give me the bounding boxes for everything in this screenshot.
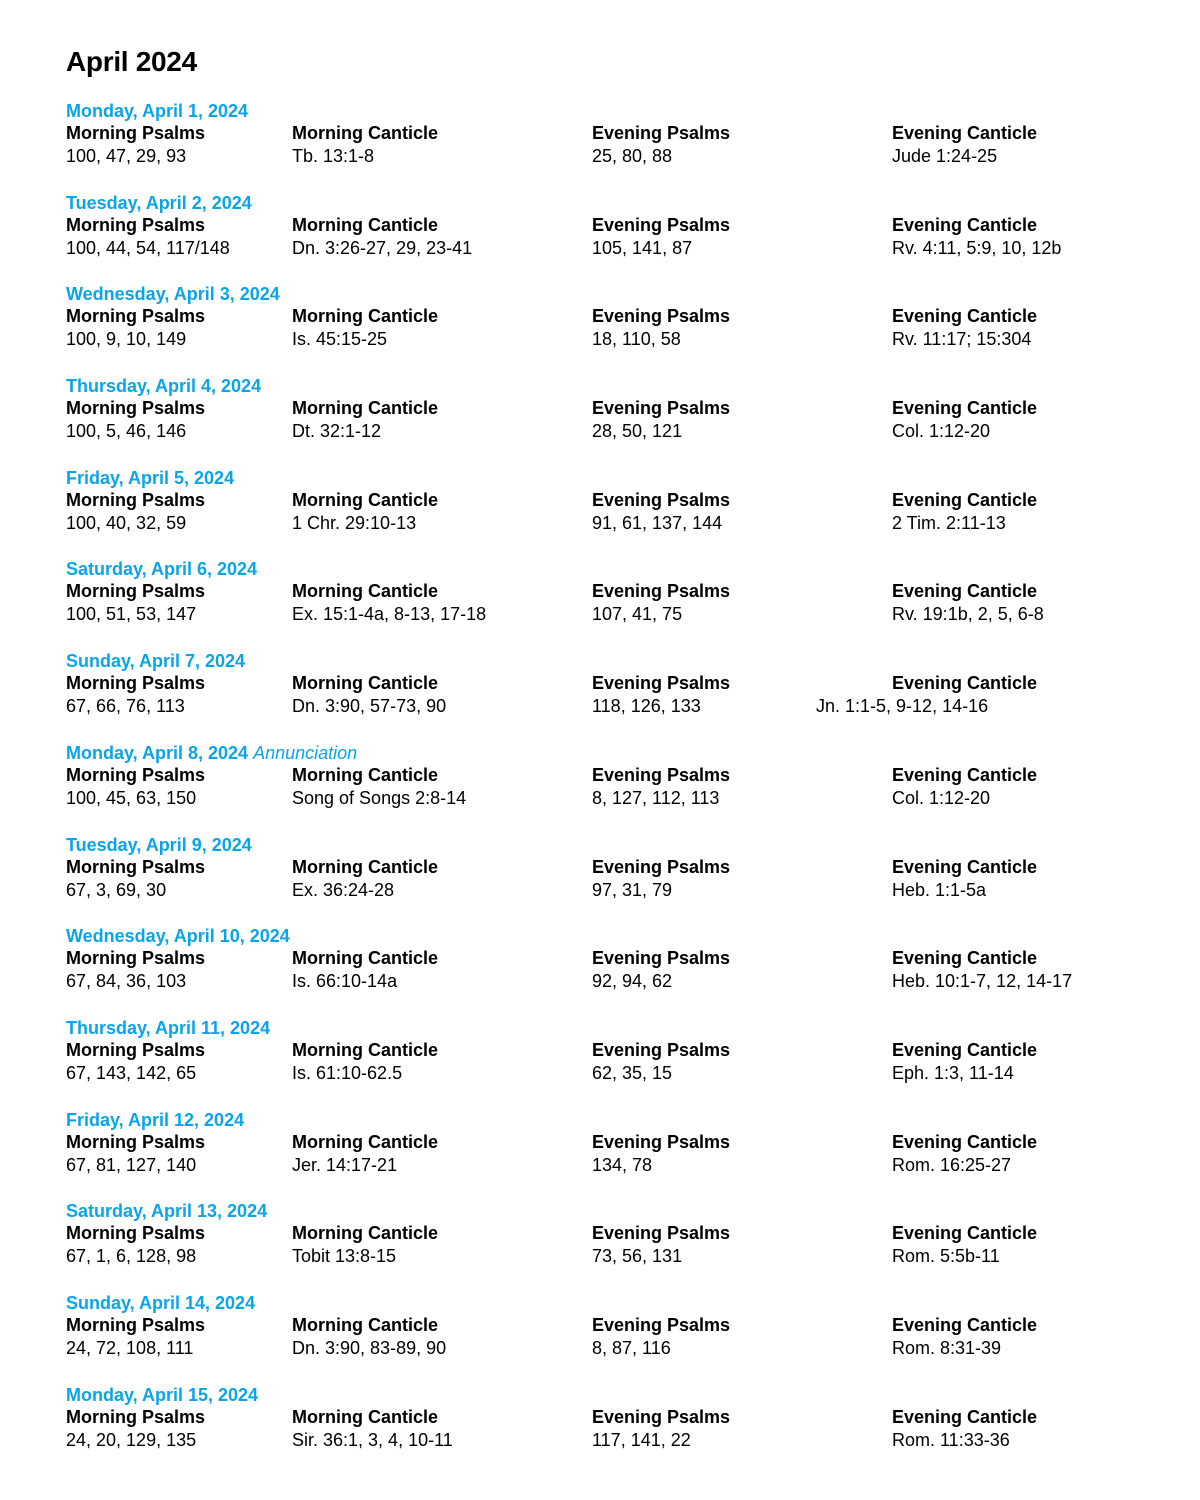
day-date: Saturday, April 13, 2024 (66, 1201, 268, 1222)
evening-psalms-value: 97, 31, 79 (592, 879, 673, 900)
morning-psalms-label: Morning Psalms (66, 1039, 206, 1060)
morning-psalms-value: 100, 47, 29, 93 (66, 146, 187, 166)
morning-psalms-column (66, 305, 205, 351)
morning-psalms-value: 100, 40, 32, 59 (66, 512, 187, 533)
morning-canticle-value: Dt. 32:1-12 (292, 421, 382, 442)
morning-canticle-label: Morning Canticle (292, 489, 439, 510)
morning-canticle-column (292, 1406, 453, 1452)
evening-canticle-column (892, 764, 1037, 810)
morning-psalms-label: Morning Psalms (66, 1406, 206, 1427)
morning-canticle-label: Morning Canticle (292, 673, 439, 694)
evening-psalms-column (592, 214, 730, 260)
morning-canticle-column (292, 489, 438, 535)
morning-psalms-column (66, 580, 205, 626)
morning-canticle-label: Morning Canticle (292, 948, 439, 969)
morning-psalms-value: 100, 44, 54, 117/148 (66, 237, 230, 258)
day-entry (66, 1017, 1176, 1109)
morning-canticle-label: Morning Canticle (292, 581, 439, 602)
morning-canticle-value: 1 Chr. 29:10-13 (292, 512, 417, 533)
evening-canticle-label: Evening Canticle (892, 581, 1038, 602)
day-header (66, 925, 1176, 947)
morning-canticle-value: Ex. 36:24-28 (292, 879, 395, 900)
day-date: Monday, April 15, 2024 (66, 1384, 259, 1405)
day-entry (66, 1384, 1176, 1476)
evening-psalms-label: Evening Psalms (592, 673, 731, 694)
evening-canticle-value: Rom. 5:5b-11 (892, 1246, 1000, 1267)
evening-psalms-value: 91, 61, 137, 144 (592, 512, 723, 533)
morning-canticle-column (292, 1222, 438, 1268)
morning-psalms-column (66, 489, 205, 535)
day-entry (66, 925, 1176, 1017)
morning-psalms-value: 67, 143, 142, 65 (66, 1062, 197, 1083)
evening-psalms-column (592, 764, 730, 810)
morning-psalms-label: Morning Psalms (66, 581, 206, 602)
evening-psalms-label: Evening Psalms (592, 1314, 731, 1335)
evening-canticle-label: Evening Canticle (892, 1131, 1038, 1152)
morning-canticle-label: Morning Canticle (292, 856, 439, 877)
morning-psalms-value: 67, 84, 36, 103 (66, 971, 187, 992)
evening-psalms-column (592, 122, 730, 168)
evening-canticle-label: Evening Canticle (892, 398, 1038, 419)
evening-canticle-label: Evening Canticle (892, 123, 1038, 143)
evening-canticle-value: Col. 1:12-20 (892, 421, 991, 442)
morning-psalms-column (66, 214, 230, 260)
evening-canticle-column (892, 947, 1072, 993)
evening-canticle-value: Heb. 1:1-5a (892, 879, 987, 900)
evening-psalms-label: Evening Psalms (592, 1131, 731, 1152)
morning-canticle-value: Dn. 3:90, 57-73, 90 (292, 696, 447, 717)
morning-psalms-label: Morning Psalms (66, 1314, 206, 1335)
evening-psalms-label: Evening Psalms (592, 948, 731, 969)
morning-canticle-column (292, 580, 486, 626)
day-header (66, 558, 1176, 580)
evening-psalms-label: Evening Psalms (592, 489, 731, 510)
evening-canticle-column (892, 580, 1044, 626)
morning-canticle-column (292, 122, 438, 168)
evening-psalms-column (592, 947, 730, 993)
morning-canticle-column (292, 764, 466, 810)
evening-psalms-column (592, 580, 730, 626)
evening-psalms-value: 92, 94, 62 (592, 971, 673, 992)
day-header (66, 1200, 1176, 1222)
day-header (66, 100, 1176, 122)
morning-psalms-label: Morning Psalms (66, 1131, 206, 1152)
evening-canticle-label: Evening Canticle (892, 1314, 1038, 1335)
day-date: Monday, April 8, 2024 (66, 742, 249, 763)
evening-psalms-value: 73, 56, 131 (592, 1246, 683, 1267)
day-header (66, 1292, 1176, 1314)
evening-canticle-label: Evening Canticle (892, 948, 1038, 969)
day-date: Sunday, April 7, 2024 (66, 651, 246, 672)
evening-canticle-value: Eph. 1:3, 11-14 (892, 1062, 1014, 1083)
evening-psalms-column (592, 489, 730, 535)
morning-canticle-column (292, 1131, 438, 1177)
morning-canticle-label: Morning Canticle (292, 1131, 439, 1152)
evening-canticle-value: Jude 1:24-25 (892, 146, 998, 166)
evening-psalms-value: 25, 80, 88 (592, 146, 673, 166)
evening-canticle-label: Evening Canticle (892, 306, 1038, 327)
morning-canticle-value: Song of Songs 2:8-14 (292, 787, 467, 808)
evening-canticle-column (892, 856, 1037, 902)
day-header (66, 1017, 1176, 1039)
evening-canticle-value: Rv. 19:1b, 2, 5, 6-8 (892, 604, 1044, 625)
morning-canticle-label: Morning Canticle (292, 1314, 439, 1335)
day-date: Wednesday, April 3, 2024 (66, 284, 280, 305)
morning-psalms-value: 100, 45, 63, 150 (66, 787, 197, 808)
day-entry (66, 467, 1176, 559)
day-entry (66, 742, 1176, 834)
evening-psalms-column (592, 1406, 730, 1452)
evening-psalms-label: Evening Psalms (592, 123, 731, 143)
day-date: Saturday, April 6, 2024 (66, 559, 258, 580)
day-entry (66, 100, 1176, 192)
evening-canticle-column (816, 672, 1038, 718)
morning-psalms-label: Morning Psalms (66, 123, 206, 143)
evening-canticle-value: Rv. 11:17; 15:304 (892, 329, 1032, 350)
day-date: Sunday, April 14, 2024 (66, 1292, 256, 1313)
day-note: Annunciation (253, 742, 358, 763)
morning-psalms-column (66, 1314, 205, 1360)
day-entry (66, 375, 1176, 467)
day-date: Thursday, April 11, 2024 (66, 1017, 271, 1038)
evening-psalms-value: 105, 141, 87 (592, 237, 693, 258)
evening-psalms-column (592, 397, 730, 443)
evening-psalms-label: Evening Psalms (592, 1223, 731, 1244)
evening-canticle-label: Evening Canticle (892, 1039, 1038, 1060)
evening-canticle-value: Rv. 4:11, 5:9, 10, 12b (892, 237, 1062, 258)
morning-canticle-value: Tobit 13:8-15 (292, 1246, 397, 1267)
morning-psalms-column (66, 397, 205, 443)
day-header (66, 283, 1176, 305)
evening-canticle-value: Col. 1:12-20 (892, 787, 991, 808)
day-date: Monday, April 1, 2024 (66, 101, 249, 121)
day-header (66, 1109, 1176, 1131)
morning-canticle-value: Sir. 36:1, 3, 4, 10-11 (292, 1429, 453, 1450)
morning-psalms-label: Morning Psalms (66, 764, 206, 785)
morning-canticle-column (292, 947, 438, 993)
day-header (66, 742, 1176, 764)
evening-psalms-label: Evening Psalms (592, 581, 731, 602)
evening-psalms-value: 107, 41, 75 (592, 604, 683, 625)
day-entry (66, 1109, 1176, 1201)
evening-canticle-label: Evening Canticle (892, 1223, 1038, 1244)
morning-psalms-column (66, 1131, 205, 1177)
evening-psalms-value: 134, 78 (592, 1154, 653, 1175)
morning-canticle-label: Morning Canticle (292, 214, 439, 235)
morning-canticle-value: Tb. 13:1-8 (292, 146, 375, 166)
morning-canticle-value: Is. 66:10-14a (292, 971, 398, 992)
morning-psalms-value: 67, 3, 69, 30 (66, 879, 167, 900)
morning-psalms-label: Morning Psalms (66, 489, 206, 510)
morning-canticle-label: Morning Canticle (292, 1406, 439, 1427)
day-header (66, 1384, 1176, 1406)
morning-psalms-value: 100, 51, 53, 147 (66, 604, 197, 625)
day-list (66, 100, 1176, 1475)
evening-canticle-label: Evening Canticle (892, 214, 1038, 235)
day-date: Friday, April 12, 2024 (66, 1109, 245, 1130)
day-entry (66, 1200, 1176, 1292)
evening-psalms-value: 28, 50, 121 (592, 421, 683, 442)
day-header (66, 192, 1176, 214)
morning-canticle-label: Morning Canticle (292, 123, 439, 143)
morning-psalms-label: Morning Psalms (66, 673, 206, 694)
morning-canticle-label: Morning Canticle (292, 764, 439, 785)
evening-psalms-label: Evening Psalms (592, 1039, 731, 1060)
morning-canticle-column (292, 397, 438, 443)
morning-canticle-value: Ex. 15:1-4a, 8-13, 17-18 (292, 604, 487, 625)
morning-psalms-label: Morning Psalms (66, 1223, 206, 1244)
morning-psalms-value: 67, 1, 6, 128, 98 (66, 1246, 197, 1267)
evening-psalms-label: Evening Psalms (592, 1406, 731, 1427)
evening-canticle-column (892, 122, 1037, 168)
day-date: Friday, April 5, 2024 (66, 467, 235, 488)
morning-psalms-value: 67, 81, 127, 140 (66, 1154, 197, 1175)
evening-psalms-value: 118, 126, 133 (592, 696, 701, 717)
day-date: Thursday, April 4, 2024 (66, 376, 262, 397)
day-entry (66, 1292, 1176, 1384)
morning-psalms-label: Morning Psalms (66, 948, 206, 969)
evening-psalms-column (592, 305, 730, 351)
evening-psalms-label: Evening Psalms (592, 764, 731, 785)
morning-canticle-value: Dn. 3:26-27, 29, 23-41 (292, 237, 473, 258)
evening-canticle-label: Evening Canticle (892, 764, 1038, 785)
evening-canticle-column (892, 1406, 1037, 1452)
morning-psalms-column (66, 672, 205, 718)
day-date: Tuesday, April 2, 2024 (66, 192, 252, 213)
evening-canticle-column (892, 1131, 1037, 1177)
evening-canticle-column (892, 489, 1037, 535)
evening-canticle-value: Jn. 1:1-5, 9-12, 14-16 (816, 696, 989, 717)
day-date: Wednesday, April 10, 2024 (66, 926, 290, 947)
day-entry (66, 283, 1176, 375)
morning-canticle-column (292, 214, 472, 260)
morning-psalms-column (66, 764, 205, 810)
day-entry (66, 650, 1176, 742)
evening-psalms-column (592, 672, 730, 718)
evening-canticle-value: Heb. 10:1-7, 12, 14-17 (892, 971, 1073, 992)
morning-canticle-column (292, 672, 446, 718)
evening-canticle-value: 2 Tim. 2:11-13 (892, 512, 1006, 533)
evening-psalms-column (592, 1131, 730, 1177)
day-date: Tuesday, April 9, 2024 (66, 834, 252, 855)
morning-canticle-label: Morning Canticle (292, 1039, 439, 1060)
evening-psalms-column (592, 1222, 730, 1268)
morning-psalms-column (66, 122, 205, 168)
evening-psalms-column (592, 1039, 730, 1085)
morning-canticle-value: Jer. 14:17-21 (292, 1154, 398, 1175)
morning-psalms-column (66, 947, 205, 993)
evening-psalms-value: 18, 110, 58 (592, 329, 681, 350)
evening-canticle-column (892, 305, 1037, 351)
evening-canticle-label: Evening Canticle (892, 489, 1038, 510)
morning-canticle-label: Morning Canticle (292, 398, 439, 419)
morning-canticle-label: Morning Canticle (292, 306, 439, 327)
morning-psalms-value: 67, 66, 76, 113 (66, 696, 185, 717)
evening-canticle-column (892, 1314, 1037, 1360)
day-entry (66, 192, 1176, 284)
evening-canticle-value: Rom. 8:31-39 (892, 1337, 1002, 1358)
evening-psalms-label: Evening Psalms (592, 856, 731, 877)
morning-psalms-label: Morning Psalms (66, 856, 206, 877)
evening-psalms-label: Evening Psalms (592, 214, 731, 235)
day-header (66, 375, 1176, 397)
morning-canticle-column (292, 1039, 438, 1085)
evening-canticle-label: Evening Canticle (892, 673, 1038, 694)
page-title: April 2024 (66, 46, 197, 77)
morning-canticle-value: Is. 45:15-25 (292, 329, 388, 350)
evening-canticle-column (892, 1039, 1037, 1085)
evening-psalms-label: Evening Psalms (592, 398, 731, 419)
evening-canticle-label: Evening Canticle (892, 1406, 1038, 1427)
morning-canticle-value: Dn. 3:90, 83-89, 90 (292, 1337, 447, 1358)
day-entry (66, 834, 1176, 926)
morning-canticle-label: Morning Canticle (292, 1223, 439, 1244)
morning-canticle-column (292, 1314, 446, 1360)
day-header (66, 834, 1176, 856)
evening-canticle-value: Rom. 11:33-36 (892, 1429, 1010, 1450)
day-entry (66, 558, 1176, 650)
morning-psalms-column (66, 1406, 205, 1452)
evening-canticle-column (892, 397, 1037, 443)
morning-psalms-label: Morning Psalms (66, 306, 206, 327)
evening-psalms-column (592, 856, 730, 902)
morning-canticle-column (292, 305, 438, 351)
evening-psalms-value: 62, 35, 15 (592, 1062, 673, 1083)
morning-psalms-value: 100, 9, 10, 149 (66, 329, 187, 350)
evening-canticle-label: Evening Canticle (892, 856, 1038, 877)
evening-canticle-column (892, 214, 1061, 260)
evening-psalms-label: Evening Psalms (592, 306, 731, 327)
evening-psalms-value: 117, 141, 22 (592, 1429, 691, 1450)
evening-psalms-column (592, 1314, 730, 1360)
evening-psalms-value: 8, 87, 116 (592, 1337, 671, 1358)
morning-psalms-column (66, 1039, 205, 1085)
morning-psalms-column (66, 856, 205, 902)
morning-psalms-column (66, 1222, 205, 1268)
morning-canticle-column (292, 856, 438, 902)
evening-canticle-value: Rom. 16:25-27 (892, 1154, 1012, 1175)
day-header (66, 467, 1176, 489)
morning-canticle-value: Is. 61:10-62.5 (292, 1062, 403, 1083)
morning-psalms-value: 24, 72, 108, 111 (66, 1337, 194, 1358)
evening-psalms-value: 8, 127, 112, 113 (592, 787, 720, 808)
morning-psalms-label: Morning Psalms (66, 214, 206, 235)
morning-psalms-value: 24, 20, 129, 135 (66, 1429, 197, 1450)
morning-psalms-value: 100, 5, 46, 146 (66, 421, 187, 442)
morning-psalms-label: Morning Psalms (66, 398, 206, 419)
day-header (66, 650, 1176, 672)
evening-canticle-column (892, 1222, 1037, 1268)
